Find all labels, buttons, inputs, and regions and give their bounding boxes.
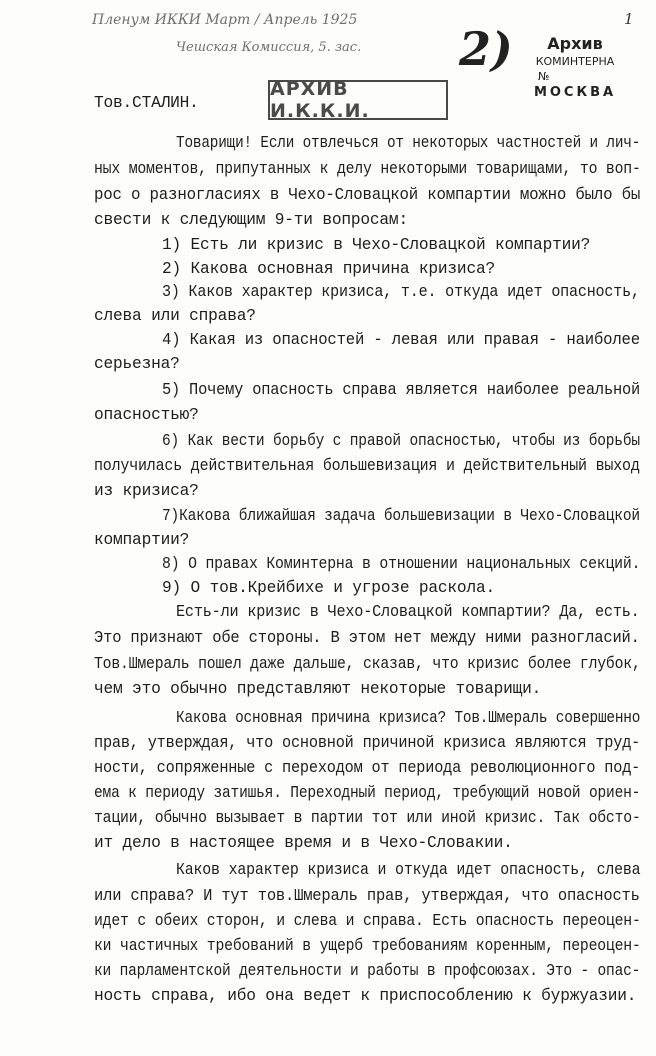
question-9: 9) О тов.Крейбихе и угрозе раскола.: [162, 579, 495, 597]
body-line: ема к периоду затишья. Переходный период, требующий новой ориен-: [94, 784, 641, 802]
question-6: 6) Как вести борьбу с правой опасностью, чтобы из борьбы: [162, 432, 640, 450]
question-4: 4) Какая из опасностей - левая или правая - наиболее: [162, 331, 640, 349]
body-line: ки парламентской деятельности и работы в профсоюзах. Это - опас-: [94, 962, 641, 980]
body-line: прав, утверждая, что основной причиной кризиса являются труд-: [94, 734, 641, 752]
body-line: серьезна?: [94, 355, 180, 373]
body-line: ит дело в настоящее время и в Чехо-Словакии.: [94, 834, 513, 852]
handwritten-annotation-plenum: Пленум ИККИ Март / Апрель 1925: [92, 12, 358, 28]
stamp-number-sign: №: [538, 70, 550, 83]
body-line: Товарищи! Если отвлечься от некоторых частностей и лич-: [176, 134, 641, 152]
body-line: слева или справа?: [94, 307, 256, 325]
question-8: 8) О правах Коминтерна в отношении национальных секций.: [162, 555, 641, 573]
body-line: ности, сопряженные с переходом от периода революционного под-: [94, 759, 641, 777]
body-line: ки частичных требований в ущерб требованиям коренным, переоцен-: [94, 937, 641, 955]
handwritten-annotation-commission: Чешская Комиссия, 5. зас.: [176, 40, 362, 55]
body-line: опасностью?: [94, 406, 199, 424]
body-line: Тов.Шмераль пошел даже дальше, сказав, что кризис более глубок,: [94, 655, 641, 673]
body-line: получилась действительная большевизация и действительный выход: [94, 457, 640, 475]
body-line: чем это обычно представляют некоторые товарищи.: [94, 680, 542, 698]
body-line: Каков характер кризиса и откуда идет опасность, слева: [176, 861, 641, 879]
question-5: 5) Почему опасность справа является наиболее реальной: [162, 381, 641, 399]
stamp-moscow-word: МОСКВА: [533, 85, 617, 100]
question-7: 7)Какова ближайшая задача большевизации в Чехо-Словацкой: [162, 507, 640, 525]
body-line: из кризиса?: [94, 482, 199, 500]
stamp-comintern-word: КОМИНТЕРНА: [535, 55, 615, 68]
page-number: 1: [624, 10, 634, 28]
body-line: ность справа, ибо она ведет к приспособлению к буржуазии.: [94, 987, 637, 1005]
question-3: 3) Каков характер кризиса, т.е. откуда идет опасность,: [162, 283, 640, 301]
body-line: Это признают обе стороны. В этом нет между ними разногласий.: [94, 629, 640, 647]
body-line: или справа? И тут тов.Шмераль прав, утверждая, что опасность: [94, 887, 640, 905]
body-line: тации, обычно вызывает в партии тот или иной кризис. Так обсто-: [94, 809, 641, 827]
body-line: компартии?: [94, 531, 190, 549]
stamp-archive-word: Архив: [547, 34, 603, 53]
body-line: рос о разногласиях в Чехо-Словацкой компартии можно было бы: [94, 186, 641, 204]
body-line: Есть-ли кризис в Чехо-Словацкой компартии? Да, есть.: [176, 603, 640, 621]
body-line: Какова основная причина кризиса? Тов.Шмераль совершенно: [176, 709, 641, 727]
handwritten-big-mark: 2): [459, 22, 513, 76]
addressee: Тов.СТАЛИН.: [94, 94, 199, 112]
body-line: свести к следующим 9-ти вопросам:: [94, 211, 408, 229]
comintern-archive-stamp: [520, 34, 630, 100]
ikki-archive-stamp: АРХИВ И.К.К.И.: [268, 80, 448, 120]
body-line: идет с обеих сторон, и слева и справа. Есть опасность переоцен-: [94, 912, 641, 930]
question-1: 1) Есть ли кризис в Чехо-Словацкой компартии?: [162, 236, 591, 254]
body-line: ных моментов, припутанных к делу некоторыми товарищами, то воп-: [94, 160, 641, 178]
question-2: 2) Какова основная причина кризиса?: [162, 260, 495, 278]
